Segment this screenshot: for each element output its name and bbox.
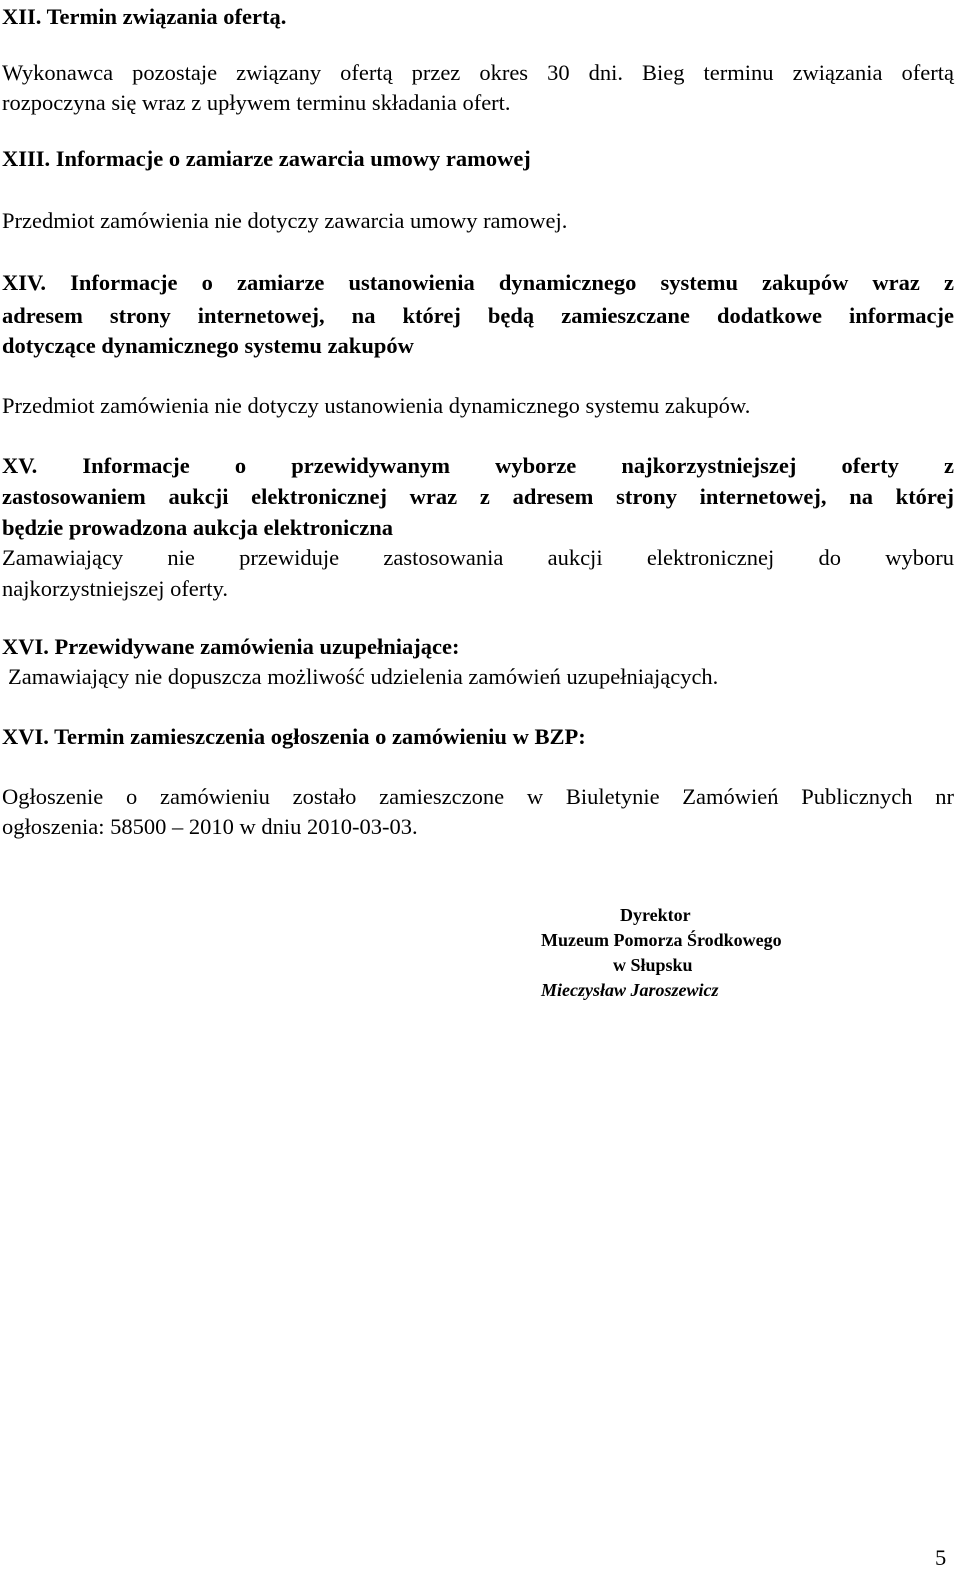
section-13-heading: XIII. Informacje o zamiarze zawarcia umowy ramowej <box>2 146 531 171</box>
section-16a-heading: XVI. Przewidywane zamówienia uzupełniające: <box>2 634 460 659</box>
signature-city: w Słupsku <box>613 955 693 975</box>
section-12-heading: XII. Termin związania ofertą. <box>2 4 287 29</box>
section-12-line-2: rozpoczyna się wraz z upływem terminu składania ofert. <box>2 90 511 115</box>
section-14-heading-line-2: adresem strony internetowej, na której będą zamieszczane dodatkowe informacje <box>2 303 954 328</box>
signature-name: Mieczysław Jaroszewicz <box>541 980 719 1000</box>
signature-institution: Muzeum Pomorza Środkowego <box>541 930 782 950</box>
section-15-body-line-2: najkorzystniejszej oferty. <box>2 576 228 601</box>
page-number: 5 <box>935 1545 947 1570</box>
section-14-body: Przedmiot zamówienia nie dotyczy ustanowienia dynamicznego systemu zakupów. <box>2 393 751 418</box>
section-13-body: Przedmiot zamówienia nie dotyczy zawarcia umowy ramowej. <box>2 208 568 233</box>
section-16b-heading: XVI. Termin zamieszczenia ogłoszenia o zamówieniu w BZP: <box>2 724 586 749</box>
section-15-heading-line-2: zastosowaniem aukcji elektronicznej wraz z adresem strony internetowej, na której <box>2 484 954 509</box>
signature-title: Dyrektor <box>620 905 691 925</box>
section-14-heading-line-3: dotyczące dynamicznego systemu zakupów <box>2 333 414 358</box>
section-15-body-line-1: Zamawiający nie przewiduje zastosowania aukcji elektronicznej do wyboru <box>2 545 954 570</box>
section-15-heading-line-1: XV. Informacje o przewidywanym wyborze najkorzystniejszej oferty z <box>2 453 954 478</box>
section-16a-body: Zamawiający nie dopuszcza możliwość udzielenia zamówień uzupełniających. <box>8 664 719 689</box>
section-16b-line-2: ogłoszenia: 58500 – 2010 w dniu 2010-03-03. <box>2 814 418 839</box>
section-14-heading-line-1: XIV. Informacje o zamiarze ustanowienia dynamicznego systemu zakupów wraz z <box>2 270 954 295</box>
section-15-heading-line-3: będzie prowadzona aukcja elektroniczna <box>2 515 394 540</box>
section-16b-line-1: Ogłoszenie o zamówieniu zostało zamieszczone w Biuletynie Zamówień Publicznych nr <box>2 784 954 809</box>
section-12-line-1: Wykonawca pozostaje związany ofertą przez okres 30 dni. Bieg terminu związania ofertą <box>2 60 954 85</box>
